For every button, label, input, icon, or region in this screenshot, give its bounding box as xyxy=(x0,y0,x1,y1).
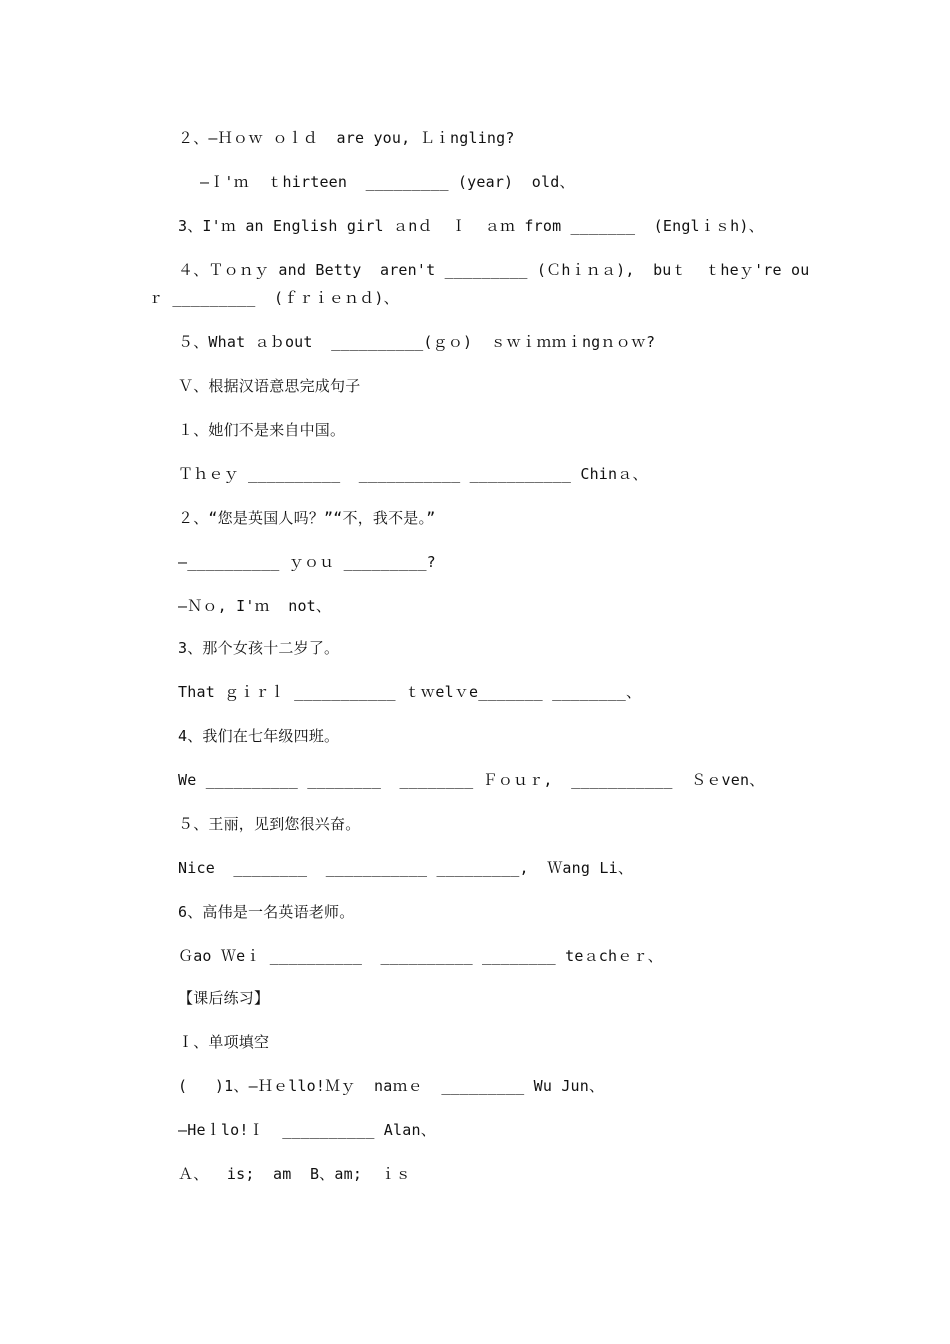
translate-3-answer: That ｇｉｒｌ ___________ ｔｗelｖe_______ ________、 xyxy=(178,683,642,701)
question-5: ５、What ａｂout __________(ｇｏ) ｓｗｉｍｍｉngｎｏｗ? xyxy=(178,333,656,351)
translate-4-answer: We __________ ________ ________ Ｆｏｕｒ, ___________ Ｓｅven、 xyxy=(178,771,765,789)
translate-3-prompt: 3、那个女孩十二岁了。 xyxy=(178,639,340,657)
question-2-line-1: ２、—Ｈｏｗ ｏｌｄ are you, Ｌｉngling? xyxy=(178,129,515,147)
translate-2-prompt: ２、“您是英国人吗？”“不，我不是。” xyxy=(178,509,436,527)
translate-2-answer-1: —__________ ｙｏｕ _________? xyxy=(178,553,436,571)
translate-1-prompt: １、她们不是来自中国。 xyxy=(178,421,346,439)
translate-4-prompt: 4、我们在七年级四班。 xyxy=(178,727,340,745)
after-class-heading: 【课后练习】 xyxy=(178,989,270,1007)
translate-2-answer-2: —Ｎｏ, I'ｍ not、 xyxy=(178,597,332,615)
question-4-line-2: ｒ _________ (ｆｒｉｅｎｄ)、 xyxy=(148,289,399,307)
section-i-heading: Ｉ、单项填空 xyxy=(178,1033,270,1051)
mc-question-1-dialog: —Heｌlo!Ｉ __________ Alan、 xyxy=(178,1121,436,1139)
translate-6-answer: Ｇao Ｗeｉ __________ __________ ________ teａchｅｒ、 xyxy=(178,947,663,965)
mc-question-1-options: Ａ、 is; am B、am; ｉｓ xyxy=(178,1165,411,1183)
mc-question-1: ( )1、—Ｈｅllo!Ｍｙ naｍｅ _________ Wu Jun、 xyxy=(178,1077,605,1095)
translate-5-answer: Nice ________ ___________ _________, Ｗang Li、 xyxy=(178,859,634,877)
translate-5-prompt: ５、王丽，见到您很兴奋。 xyxy=(178,815,361,833)
section-v-heading: Ｖ、根据汉语意思完成句子 xyxy=(178,377,361,395)
translate-6-prompt: 6、高伟是一名英语老师。 xyxy=(178,903,355,921)
question-3: 3、I'ｍ an English girl ａnｄ Ｉ ａｍ from _______ (Englｉｓh)、 xyxy=(178,217,764,235)
translate-1-answer: Ｔｈｅｙ __________ ___________ ___________ Chinａ、 xyxy=(178,465,648,483)
question-4-line-1: ４、Ｔｏｎｙ and Betty aren't _________ (Ｃhｉｎａ), buｔ ｔheｙ're ou xyxy=(178,261,810,279)
question-2-line-2: —Ｉ'ｍ ｔhirteen _________ (year) old、 xyxy=(200,173,575,191)
